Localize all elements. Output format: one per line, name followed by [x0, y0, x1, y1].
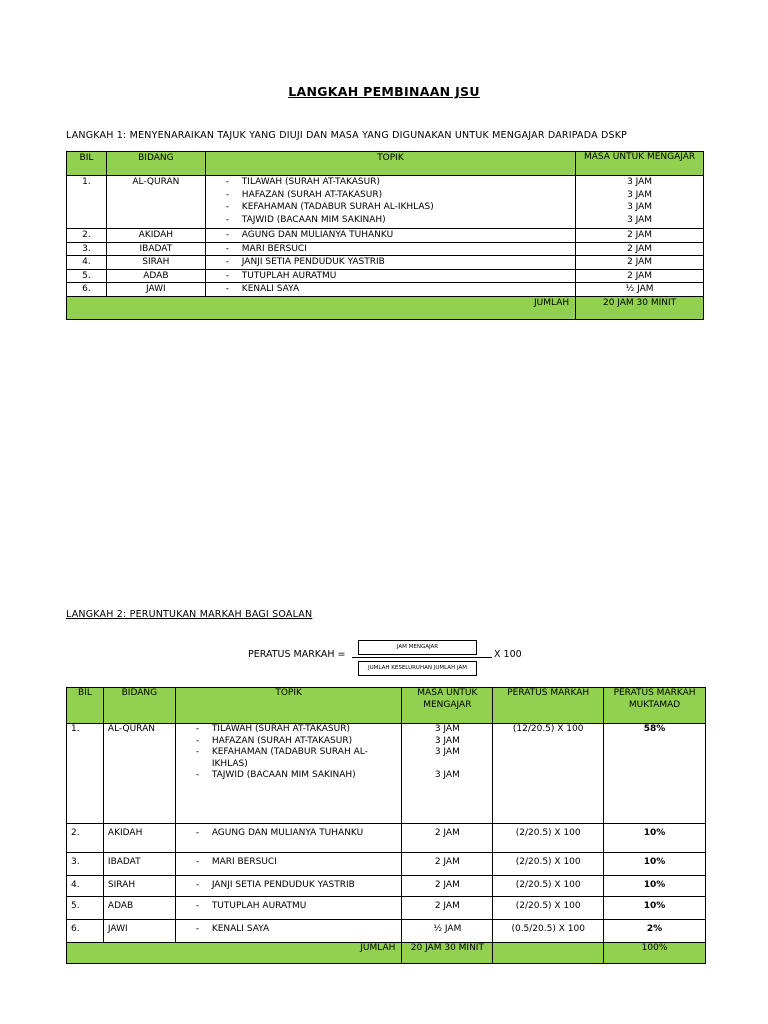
bidang-cell: JAWI: [103, 920, 175, 943]
bil-cell: 1.: [67, 176, 107, 229]
header-topik: TOPIK: [175, 688, 402, 724]
masa-value: 3 JAM: [434, 735, 460, 746]
header-bil: BIL: [67, 688, 104, 724]
masa-value: 2 JAM: [434, 857, 460, 867]
formula-multiplier: X 100: [494, 649, 522, 660]
header-peratus: PERATUS MARKAH: [493, 688, 604, 724]
topic-item: [196, 724, 402, 736]
peratus-cell: (12/20.5) X 100: [493, 724, 604, 824]
bil-cell: 2.: [67, 824, 104, 853]
bidang-cell: AKIDAH: [106, 229, 205, 243]
topic-text: JANJI SETIA PENDUDUK YASTRIB: [211, 880, 355, 890]
table-row: [67, 176, 704, 229]
bil-cell: 5.: [67, 897, 104, 920]
bidang-cell: IBADAT: [103, 853, 175, 876]
bullet-dash: -: [195, 828, 200, 838]
bidang-cell: AL-QURAN: [103, 724, 175, 824]
masa-cell: [402, 920, 493, 943]
step2-table-body: [67, 724, 706, 943]
step2-heading: LANGKAH 2: PERUNTUKAN MARKAH BAGI SOALAN: [66, 609, 313, 620]
bullet-dash: -: [195, 924, 200, 934]
bil-cell: 1.: [67, 724, 104, 824]
formula-label: PERATUS MARKAH =: [248, 649, 346, 660]
topic-text: KENALI SAYA: [241, 284, 300, 294]
muktamad-cell: 10%: [604, 853, 706, 876]
muktamad-cell: 2%: [604, 920, 706, 943]
topic-text: TUTUPLAH AURATMU: [241, 270, 337, 281]
topic-text: HAFAZAN (SURAH AT-TAKASUR): [211, 735, 353, 746]
topic-item: [226, 201, 575, 214]
masa-value: 2 JAM: [434, 828, 460, 838]
topic-item: [226, 256, 575, 269]
topic-item: [196, 828, 402, 840]
header-bidang: BIDANG: [106, 152, 205, 176]
masa-value: 2 JAM: [627, 257, 653, 267]
peratus-cell: (2/20.5) X 100: [493, 897, 604, 920]
topic-item: [196, 747, 402, 770]
masa-value: 3 JAM: [627, 202, 653, 212]
bullet-dash: -: [225, 189, 230, 200]
bidang-cell: AKIDAH: [103, 824, 175, 853]
topic-item: [196, 924, 402, 936]
masa-value: 2 JAM: [434, 901, 460, 911]
muktamad-cell: 10%: [604, 897, 706, 920]
masa-value: 2 JAM: [434, 880, 460, 890]
bullet-dash: -: [225, 214, 230, 225]
bidang-cell: SIRAH: [103, 876, 175, 897]
masa-cell: [576, 256, 704, 270]
topic-item: [196, 857, 402, 869]
header-bil: BIL: [67, 152, 107, 176]
masa-value: ½ JAM: [625, 284, 654, 294]
masa-cell: [402, 724, 493, 824]
topic-item: [196, 736, 402, 748]
table-row: [67, 897, 706, 920]
step1-table-body: [67, 176, 704, 297]
bil-cell: 4.: [67, 876, 104, 897]
topic-text: TILAWAH (SURAH AT-TAKASUR): [211, 724, 350, 734]
bullet-dash: -: [225, 284, 230, 294]
masa-value: 3 JAM: [434, 724, 460, 734]
formula-numerator: JAM MENGAJAR: [358, 640, 477, 655]
bullet-dash: -: [195, 880, 200, 890]
topic-text: KENALI SAYA: [211, 924, 270, 934]
topic-text: TAJWID (BACAAN MIM SAKINAH): [211, 770, 356, 780]
bil-cell: 5.: [67, 269, 107, 283]
masa-cell: [402, 824, 493, 853]
header-muktamad: PERATUS MARKAH MUKTAMAD: [604, 688, 706, 724]
topic-item: [196, 880, 402, 892]
masa-cell: [576, 229, 704, 243]
bullet-dash: -: [225, 230, 230, 240]
topic-cell: [205, 269, 575, 283]
bidang-cell: IBADAT: [106, 242, 205, 256]
muktamad-cell: 58%: [604, 724, 706, 824]
step2-table: [66, 687, 706, 964]
bidang-cell: SIRAH: [106, 256, 205, 270]
masa-value: 3 JAM: [627, 189, 653, 200]
header-bidang: BIDANG: [103, 688, 175, 724]
topic-text: AGUNG DAN MULIANYA TUHANKU: [211, 828, 364, 838]
header-masa: MASA UNTUK MENGAJAR: [576, 152, 704, 176]
masa-value: 3 JAM: [434, 769, 460, 780]
bullet-dash: -: [195, 857, 200, 867]
header-masa: MASA UNTUK MENGAJAR: [402, 688, 493, 724]
table-row: [67, 256, 704, 270]
topic-item: [226, 270, 575, 283]
masa-cell: [576, 283, 704, 297]
peratus-cell: (2/20.5) X 100: [493, 824, 604, 853]
bullet-dash: -: [195, 747, 200, 757]
formula-denominator: JUMLAH KESELURUHAN JUMLAH JAM: [358, 661, 477, 676]
bil-cell: 2.: [67, 229, 107, 243]
topic-cell: [205, 176, 575, 229]
peratus-cell: (2/20.5) X 100: [493, 876, 604, 897]
step2-total-empty: [493, 943, 604, 964]
topic-cell: [175, 920, 402, 943]
bil-cell: 6.: [67, 283, 107, 297]
table-row: [67, 876, 706, 897]
masa-value: 2 JAM: [627, 270, 653, 281]
muktamad-cell: 10%: [604, 876, 706, 897]
masa-cell: [576, 242, 704, 256]
bil-cell: 6.: [67, 920, 104, 943]
bidang-cell: JAWI: [106, 283, 205, 297]
topic-text: TAJWID (BACAAN MIM SAKINAH): [241, 214, 386, 225]
topic-text: MARI BERSUCI: [241, 243, 307, 254]
topic-item: [226, 176, 575, 189]
masa-cell: [402, 897, 493, 920]
masa-value: 2 JAM: [627, 243, 653, 254]
topic-cell: [205, 242, 575, 256]
step2-total-value: 20 JAM 30 MINIT: [402, 943, 493, 964]
bidang-cell: ADAB: [106, 269, 205, 283]
bidang-cell: ADAB: [103, 897, 175, 920]
topic-text: HAFAZAN (SURAH AT-TAKASUR): [241, 189, 383, 200]
bil-cell: 4.: [67, 256, 107, 270]
table-row: [67, 853, 706, 876]
topic-cell: [175, 853, 402, 876]
topic-text: KEFAHAMAN (TADABUR SURAH AL-IKHLAS): [241, 202, 434, 212]
topic-item: [196, 770, 402, 782]
table-row: [67, 724, 706, 824]
step2-total-percent: 100%: [604, 943, 706, 964]
masa-value: 3 JAM: [627, 177, 653, 187]
peratus-cell: (0.5/20.5) X 100: [493, 920, 604, 943]
table-row: [67, 824, 706, 853]
topic-cell: [205, 229, 575, 243]
topic-text: AGUNG DAN MULIANYA TUHANKU: [241, 230, 394, 240]
page-title: LANGKAH PEMBINAAN JSU: [288, 84, 480, 99]
muktamad-cell: 10%: [604, 824, 706, 853]
bullet-dash: -: [225, 202, 230, 212]
step1-table: [66, 151, 704, 320]
topic-cell: [205, 283, 575, 297]
step1-heading: LANGKAH 1: MENYENARAIKAN TAJUK YANG DIUJI DAN MASA YANG DIGUNAKAN UNTUK MENGAJAR DARIPADA DSKP: [66, 130, 628, 141]
table-row: [67, 229, 704, 243]
table-row: [67, 920, 706, 943]
bullet-dash: -: [225, 243, 230, 254]
topic-text: TILAWAH (SURAH AT-TAKASUR): [241, 177, 380, 187]
topic-item: [226, 214, 575, 227]
step1-total-label: JUMLAH: [67, 296, 576, 319]
masa-value: 3 JAM: [627, 214, 653, 225]
bidang-cell: AL-QURAN: [106, 176, 205, 229]
bil-cell: 3.: [67, 853, 104, 876]
bullet-dash: -: [195, 901, 200, 911]
bil-cell: 3.: [67, 242, 107, 256]
formula-fraction-line: [352, 657, 492, 658]
topic-cell: [175, 897, 402, 920]
topic-cell: [175, 876, 402, 897]
topic-cell: [175, 824, 402, 853]
masa-value: 3 JAM: [434, 747, 460, 757]
topic-item: [226, 243, 575, 256]
topic-text: TUTUPLAH AURATMU: [211, 901, 307, 911]
table-row: [67, 242, 704, 256]
topic-text: KEFAHAMAN (TADABUR SURAH AL-IKHLAS): [211, 747, 368, 769]
topic-text: JANJI SETIA PENDUDUK YASTRIB: [241, 257, 385, 267]
masa-cell: [576, 176, 704, 229]
peratus-cell: (2/20.5) X 100: [493, 853, 604, 876]
bullet-dash: -: [195, 724, 200, 734]
step2-total-label: JUMLAH: [67, 943, 402, 964]
step1-total-value: 20 JAM 30 MINIT: [576, 296, 704, 319]
bullet-dash: -: [195, 770, 200, 780]
masa-cell: [576, 269, 704, 283]
bullet-dash: -: [195, 735, 200, 746]
table-row: [67, 269, 704, 283]
topic-item: [226, 283, 575, 296]
topic-text: MARI BERSUCI: [211, 857, 277, 867]
topic-item: [226, 229, 575, 242]
bullet-dash: -: [225, 270, 230, 281]
topic-cell: [175, 724, 402, 824]
masa-cell: [402, 853, 493, 876]
topic-item: [226, 189, 575, 202]
masa-value: 2 JAM: [627, 230, 653, 240]
bullet-dash: -: [225, 177, 230, 187]
header-topik: TOPIK: [205, 152, 575, 176]
topic-item: [196, 901, 402, 913]
masa-cell: [402, 876, 493, 897]
table-row: [67, 283, 704, 297]
topic-cell: [205, 256, 575, 270]
bullet-dash: -: [225, 257, 230, 267]
masa-value: ½ JAM: [433, 924, 462, 934]
